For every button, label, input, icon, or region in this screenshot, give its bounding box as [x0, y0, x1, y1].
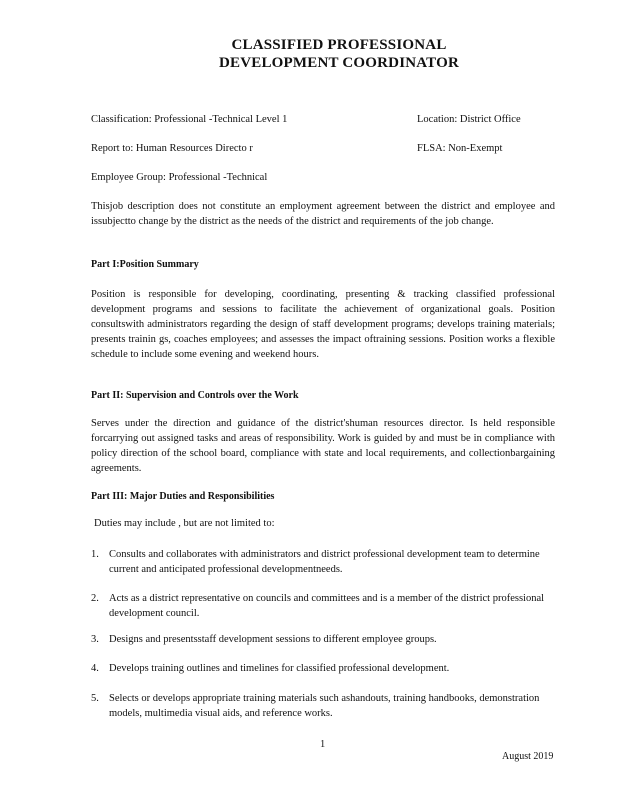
duty-item — [91, 547, 555, 577]
classification-field: Classification: Professional -Technical Level 1 — [91, 114, 288, 125]
duty-text: Consults and collaborates with administrators and district professional development team to determine current and anticipated professional developmentneeds. — [109, 549, 540, 575]
duty-number: 3. — [91, 634, 99, 645]
duty-item — [91, 691, 555, 721]
document-title-line-2: DEVELOPMENT COORDINATOR — [218, 55, 460, 71]
footer-date: August 2019 — [502, 751, 554, 762]
page-number: 1 — [320, 739, 326, 750]
intro-paragraph: Thisjob description does not constitute an employment agreement between the district and employee and issubjectto change by the district as the needs of the district and requirements of the job change. — [91, 201, 555, 227]
part-2-body: Serves under the direction and guidance of the district'shuman resources director. Is held responsible forcarrying out assigned tasks and areas of responsibility. Work is guided by and must be in compliance with policy direction of the school board, compliance with state and local requirements, and collectionbargaining agreements. — [91, 418, 555, 474]
part-1-body: Position is responsible for developing, coordinating, presenting & tracking classified professional development programs and sessions to facilitate the achievement of organizational goals. Position consultswith administrators regarding the design of staff development programs; develops training materials; presents trainin gs, coaches employees; and assesses the impact oftraining sessions. Position works a flexible schedule to include some evening and weekend hours. — [91, 289, 555, 360]
report-to-field: Report to: Human Resources Directo r — [91, 143, 253, 154]
part-2-heading: Part II: Supervision and Controls over the Work — [91, 390, 299, 401]
duty-number: 2. — [91, 593, 99, 604]
location-field: Location: District Office — [417, 114, 521, 125]
duty-number: 4. — [91, 663, 99, 674]
duty-text: Designs and presentsstaff development sessions to different employee groups. — [109, 634, 437, 645]
duty-item — [91, 591, 555, 621]
part-3-heading: Part III: Major Duties and Responsibilities — [91, 491, 275, 502]
employee-group-field: Employee Group: Professional -Technical — [91, 172, 268, 183]
document-title-line-1: CLASSIFIED PROFESSIONAL — [231, 37, 447, 53]
duty-item — [91, 632, 555, 647]
duty-item — [91, 661, 555, 676]
duty-text: Develops training outlines and timelines for classified professional development. — [109, 663, 450, 674]
flsa-field: FLSA: Non-Exempt — [417, 143, 503, 154]
duty-number: 5. — [91, 693, 99, 704]
duty-text: Selects or develops appropriate training materials such ashandouts, training handbooks, demonstration models, multimedia visual aids, and reference works. — [109, 693, 540, 719]
duties-lead: Duties may include , but are not limited to: — [94, 518, 275, 529]
duty-number: 1. — [91, 549, 99, 560]
duty-text: Acts as a district representative on councils and committees and is a member of the district professional development council. — [109, 593, 545, 619]
part-1-heading: Part I:Position Summary — [91, 259, 199, 270]
